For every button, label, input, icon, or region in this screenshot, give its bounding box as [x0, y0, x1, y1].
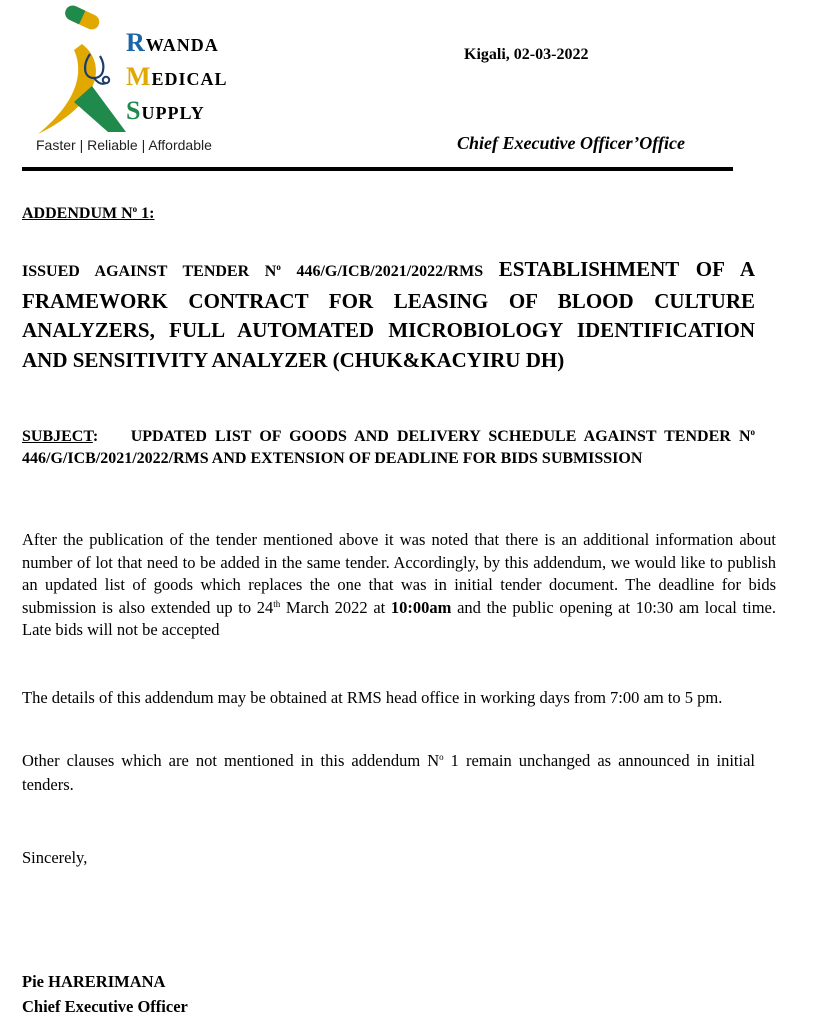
body-paragraph-1: After the publication of the tender mentioned above it was noted that there is an additional information about number of lot that need to be added in the same tender. Accordingly, by this addendum, we would like to publish an updated list of goods which replaces the one that was in initial tender document. The deadline for bids submission is also extended up to 24th March 2022 at 10:00am and the public opening at 10:30 am local time. Late bids will not be accepted: [22, 530, 776, 639]
subject-line: SUBJECT: UPDATED LIST OF GOODS AND DELIVERY SCHEDULE AGAINST TENDER $N^o$ 446/G/ICB/2021/2022/RMS AND EXTENSION OF DEADLINE FOR BIDS SUBMISSION: [22, 427, 759, 467]
tender-heading: ISSUED AGAINST TENDER $N^o$ 446/G/ICB/2021/2022/RMS ESTABLISHMENT OF A FRAMEWORK CONTRACT FOR LEASING OF BLOOD CULTURE ANALYZERS, FULL AUTOMATED MICROBIOLOGY IDENTIFICATION AND SENSITIVITY ANALYZER (CHUK&KACYIRU DH): [22, 257, 756, 372]
logo-word-supply: SUPPLY: [126, 96, 205, 125]
logo-word-medical: MEDICAL: [126, 62, 228, 91]
logo-word-rwanda: RWANDA: [126, 28, 219, 57]
signatory-title: Chief Executive Officer: [22, 997, 188, 1016]
tender-title: ESTABLISHMENT OF A FRAMEWORK CONTRACT FOR LEASING OF BLOOD CULTURE ANALYZERS, FULL AUTOMATED MICROBIOLOGY IDENTIFICATION AND SENSITIVITY ANALYZER (CHUK&KACYIRU DH): [22, 257, 756, 372]
addendum-title: ADDENDUM $N^o$ 1:: [22, 204, 155, 222]
signatory-name: Pie HARERIMANA: [22, 972, 166, 991]
logo-tagline: Faster | Reliable | Affordable: [36, 137, 212, 153]
office-name: Chief Executive Officer’Office: [457, 133, 685, 153]
letter-date: Kigali, 02-03-2022: [464, 46, 589, 63]
subject-label: SUBJECT: [22, 428, 93, 445]
body-paragraph-2: The details of this addendum may be obtained at RMS head office in working days from 7:00 am to 5 pm.: [22, 688, 723, 707]
closing-salutation: Sincerely,: [22, 848, 88, 867]
rms-logo: [30, 4, 260, 164]
header-divider: [22, 167, 733, 171]
rms-emblem-icon: [30, 4, 130, 139]
body-paragraph-3: Other clauses which are not mentioned in this addendum $N^o$ 1 remain unchanged as announced in initial tenders.: [22, 751, 755, 794]
